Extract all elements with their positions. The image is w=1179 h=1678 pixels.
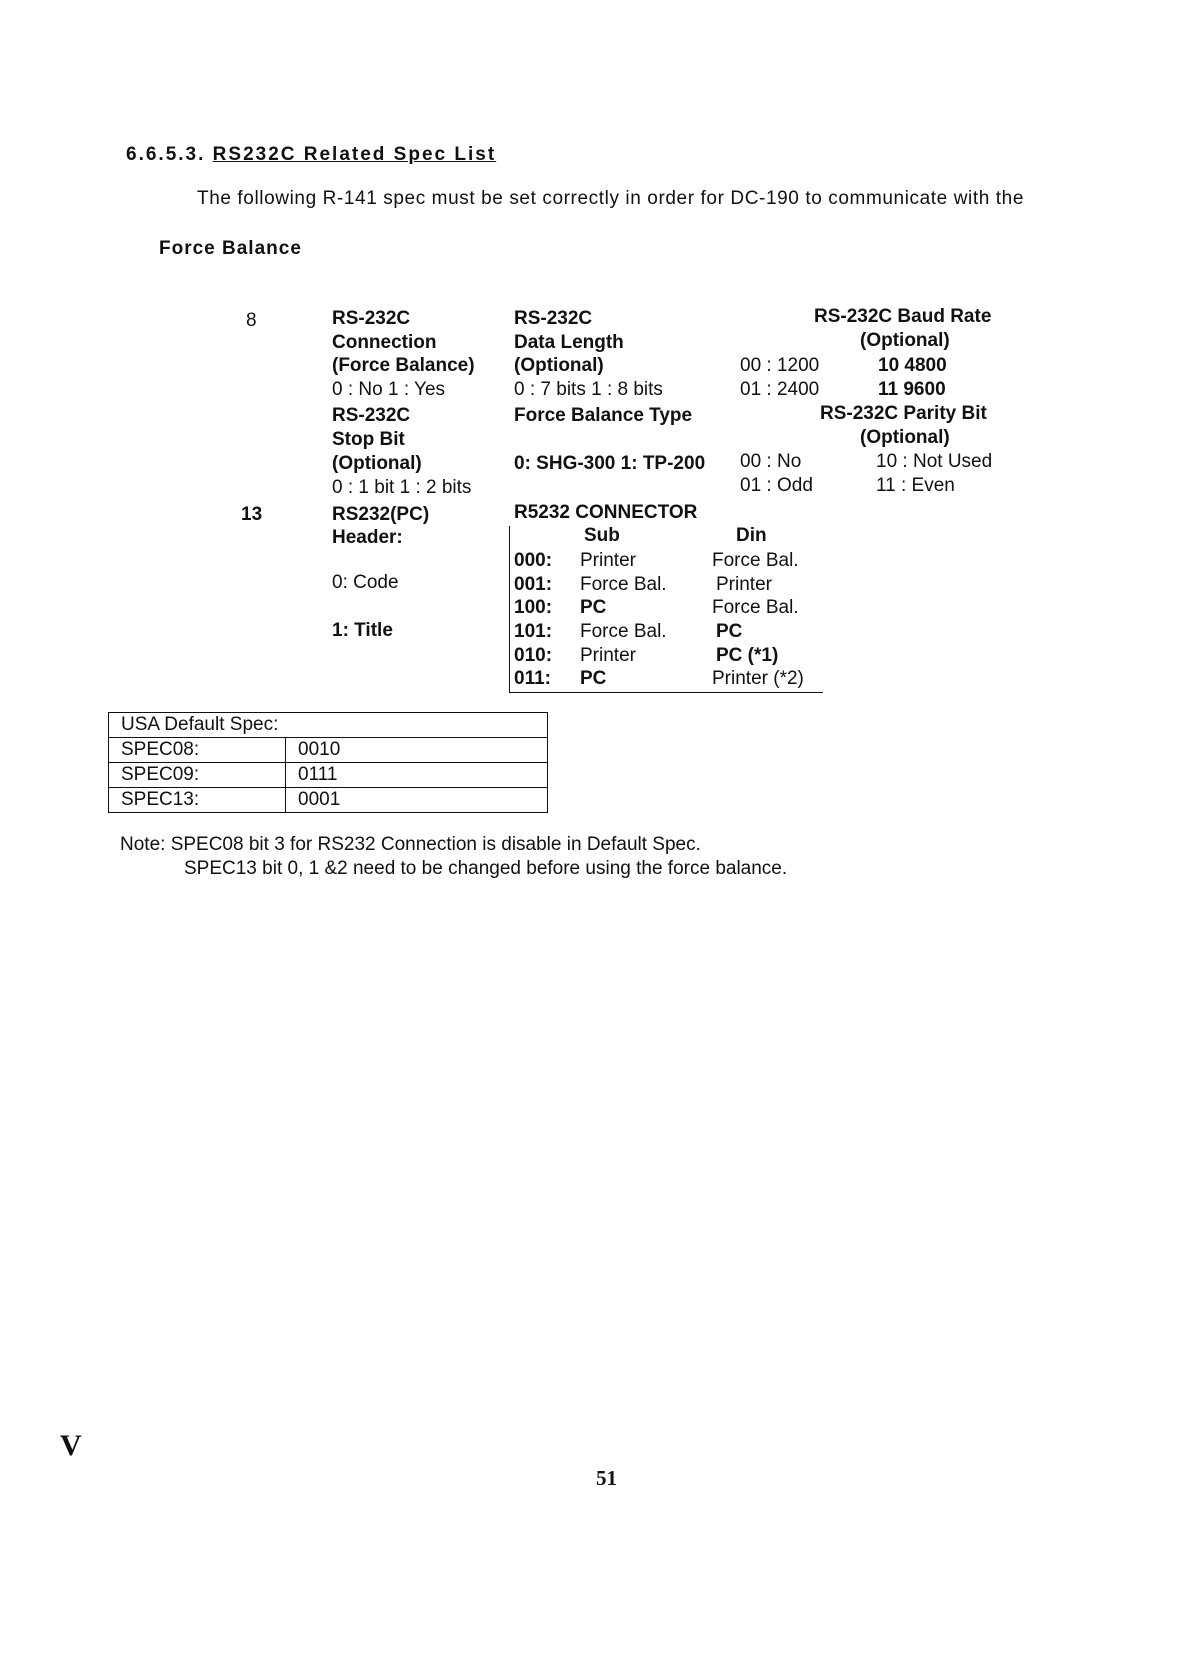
connector-sub: Printer — [580, 645, 636, 666]
page-number: 51 — [596, 1466, 617, 1490]
connector-din: PC — [716, 621, 743, 642]
default-spec-value: 0010 — [286, 738, 548, 763]
spec8-datalength-heading-1: RS-232C — [514, 308, 593, 329]
spec8-number: 8 — [246, 310, 257, 331]
spec8-baud-9600: 11 9600 — [878, 379, 946, 400]
note-line-2: SPEC13 bit 0, 1 &2 need to be changed before using the force balance. — [184, 858, 788, 879]
connector-din: Printer — [716, 574, 772, 595]
default-spec-name: SPEC09: — [109, 763, 286, 788]
spec8-balancetype-heading: Force Balance Type — [514, 405, 693, 426]
spec8-parity-no: 00 : No — [740, 451, 802, 472]
spec13-option-code: 0: Code — [332, 572, 399, 593]
connector-sub: PC — [580, 597, 607, 618]
default-spec-title: USA Default Spec: — [109, 713, 548, 738]
spec8-parity-notused: 10 : Not Used — [876, 451, 993, 472]
connector-code: 010: — [514, 645, 553, 666]
spec8-baud-2400: 01 : 2400 — [740, 379, 820, 400]
connector-sub: Force Bal. — [580, 621, 667, 642]
intro-line-2: Force Balance — [159, 238, 302, 259]
spec8-connection-heading-2: Connection — [332, 332, 437, 353]
table-row — [109, 738, 548, 763]
spec13-option-title: 1: Title — [332, 620, 393, 641]
spec8-baud-4800: 10 4800 — [878, 355, 947, 376]
connector-sub: Printer — [580, 550, 636, 571]
default-spec-value: 0001 — [286, 788, 548, 813]
spec8-connection-values: 0 : No 1 : Yes — [332, 379, 446, 400]
spec8-datalength-heading-3: (Optional) — [514, 355, 604, 376]
connector-sub: Force Bal. — [580, 574, 667, 595]
spec13-number: 13 — [241, 504, 263, 525]
default-spec-name: SPEC13: — [109, 788, 286, 813]
spec8-datalength-heading-2: Data Length — [514, 332, 624, 353]
spec8-balancetype-values: 0: SHG-300 1: TP-200 — [514, 453, 706, 474]
connector-din: Force Bal. — [712, 550, 799, 571]
connector-code: 100: — [514, 597, 553, 618]
spec8-stopbit-heading-2: Stop Bit — [332, 429, 405, 450]
section-heading — [126, 144, 496, 167]
table-row — [109, 713, 548, 738]
intro-line-1: The following R-141 spec must be set correctly in order for DC-190 to communicate with the — [197, 188, 1024, 209]
spec8-baud-1200: 00 : 1200 — [740, 355, 820, 376]
connector-code: 101: — [514, 621, 553, 642]
connector-code: 000: — [514, 550, 553, 571]
connector-code: 011: — [514, 668, 551, 689]
section-number: 6.6.5.3. — [126, 144, 206, 165]
spec8-parity-heading-2: (Optional) — [860, 427, 950, 448]
connector-din: Printer (*2) — [712, 668, 804, 689]
note-line-1: Note: SPEC08 bit 3 for RS232 Connection is disable in Default Spec. — [120, 834, 701, 855]
spec8-connection-heading-1: RS-232C — [332, 308, 411, 329]
table-row — [109, 788, 548, 813]
spec13-heading-2: Header: — [332, 527, 403, 548]
spec8-parity-heading-1: RS-232C Parity Bit — [820, 403, 987, 424]
connector-col-din: Din — [736, 525, 767, 546]
default-spec-value: 0111 — [286, 763, 548, 788]
connector-din: Force Bal. — [712, 597, 799, 618]
connector-title: R5232 CONNECTOR — [514, 502, 698, 523]
spec8-connection-heading-3: (Force Balance) — [332, 355, 475, 376]
default-spec-table — [108, 712, 548, 813]
spec13-heading-1: RS232(PC) — [332, 504, 430, 525]
connector-sub: PC — [580, 668, 607, 689]
spec8-baud-heading-1: RS-232C Baud Rate — [814, 306, 992, 327]
spec8-stopbit-heading-3: (Optional) — [332, 453, 422, 474]
margin-mark: V — [60, 1429, 82, 1462]
spec8-datalength-values: 0 : 7 bits 1 : 8 bits — [514, 379, 663, 400]
table-row — [109, 763, 548, 788]
spec8-stopbit-heading-1: RS-232C — [332, 405, 411, 426]
spec8-baud-heading-2: (Optional) — [860, 330, 950, 351]
connector-din: PC (*1) — [716, 645, 779, 666]
connector-code: 001: — [514, 574, 553, 595]
section-title: RS232C Related Spec List — [212, 144, 497, 165]
connector-col-sub: Sub — [584, 525, 620, 546]
spec8-parity-odd: 01 : Odd — [740, 475, 813, 496]
default-spec-name: SPEC08: — [109, 738, 286, 763]
spec8-parity-even: 11 : Even — [876, 475, 955, 496]
spec8-stopbit-values: 0 : 1 bit 1 : 2 bits — [332, 477, 472, 498]
